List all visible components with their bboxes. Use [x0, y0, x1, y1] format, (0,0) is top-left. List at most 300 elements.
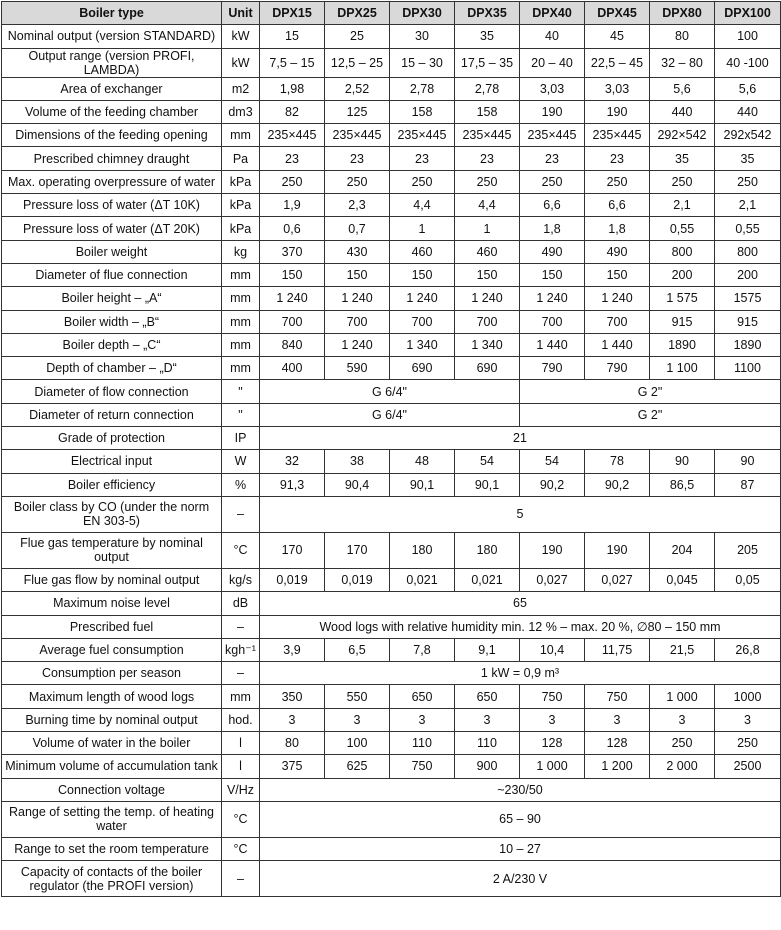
value-cell: 490 — [585, 240, 650, 263]
row-label: Boiler height – „A“ — [2, 287, 222, 310]
value-cell: 2,52 — [325, 77, 390, 100]
value-cell: 6,5 — [325, 638, 390, 661]
value-cell: 40 — [520, 25, 585, 48]
row-unit: kPa — [222, 170, 260, 193]
row-label: Capacity of contacts of the boiler regulator (the PROFI version) — [2, 861, 222, 897]
value-cell: 1 kW = 0,9 m³ — [260, 662, 781, 685]
table-row — [2, 194, 781, 217]
value-cell: 90,2 — [520, 473, 585, 496]
header-model: DPX15 — [260, 2, 325, 25]
value-cell: 110 — [390, 732, 455, 755]
value-cell: 650 — [455, 685, 520, 708]
table-row — [2, 263, 781, 286]
value-cell: 235×445 — [260, 124, 325, 147]
table-row — [2, 48, 781, 77]
row-unit: – — [222, 615, 260, 638]
value-cell: 1,98 — [260, 77, 325, 100]
table-row — [2, 708, 781, 731]
value-cell: 2,78 — [390, 77, 455, 100]
value-cell: 250 — [520, 170, 585, 193]
value-cell: 30 — [390, 25, 455, 48]
value-cell: 25 — [325, 25, 390, 48]
row-unit: V/Hz — [222, 778, 260, 801]
value-cell: 1575 — [715, 287, 781, 310]
value-cell: 650 — [390, 685, 455, 708]
value-cell: 1 240 — [585, 287, 650, 310]
value-cell: 1 000 — [520, 755, 585, 778]
value-cell: 3,03 — [585, 77, 650, 100]
value-cell: 15 — [260, 25, 325, 48]
value-cell: 23 — [520, 147, 585, 170]
value-cell: 23 — [455, 147, 520, 170]
table-row — [2, 240, 781, 263]
value-cell: 10 – 27 — [260, 837, 781, 860]
value-cell: 0,019 — [260, 568, 325, 591]
row-unit: °C — [222, 801, 260, 837]
value-cell: 205 — [715, 532, 781, 568]
value-cell: 80 — [260, 732, 325, 755]
value-cell: 700 — [520, 310, 585, 333]
value-cell: 440 — [650, 100, 715, 123]
row-unit: mm — [222, 685, 260, 708]
value-cell: 190 — [520, 100, 585, 123]
value-cell: 1890 — [715, 333, 781, 356]
value-cell: 3 — [260, 708, 325, 731]
row-label: Maximum noise level — [2, 592, 222, 615]
row-label: Range to set the room temperature — [2, 837, 222, 860]
value-cell: 5,6 — [715, 77, 781, 100]
value-cell: 235×445 — [585, 124, 650, 147]
row-unit: kW — [222, 25, 260, 48]
value-cell: 204 — [650, 532, 715, 568]
value-cell: 915 — [650, 310, 715, 333]
row-label: Diameter of return connection — [2, 403, 222, 426]
value-cell: 170 — [260, 532, 325, 568]
value-cell: 0,021 — [390, 568, 455, 591]
value-cell: 7,5 – 15 — [260, 48, 325, 77]
row-label: Average fuel consumption — [2, 638, 222, 661]
value-cell: 1 340 — [455, 333, 520, 356]
row-label: Prescribed fuel — [2, 615, 222, 638]
header-model: DPX100 — [715, 2, 781, 25]
value-cell: 790 — [585, 357, 650, 380]
value-cell: 700 — [325, 310, 390, 333]
value-cell: 750 — [520, 685, 585, 708]
value-cell: 1 — [455, 217, 520, 240]
value-cell: 700 — [390, 310, 455, 333]
row-label: Nominal output (version STANDARD) — [2, 25, 222, 48]
row-unit: " — [222, 380, 260, 403]
value-cell: 1 240 — [390, 287, 455, 310]
value-cell: 1 340 — [390, 333, 455, 356]
value-cell: 38 — [325, 450, 390, 473]
row-unit: dm3 — [222, 100, 260, 123]
value-cell: 292x542 — [715, 124, 781, 147]
row-unit: kgh⁻¹ — [222, 638, 260, 661]
row-label: Range of setting the temp. of heating water — [2, 801, 222, 837]
value-cell: 440 — [715, 100, 781, 123]
value-cell: 3 — [585, 708, 650, 731]
row-unit: dB — [222, 592, 260, 615]
value-cell: G 2" — [520, 380, 781, 403]
value-cell: 150 — [455, 263, 520, 286]
row-unit: mm — [222, 310, 260, 333]
value-cell: 700 — [585, 310, 650, 333]
table-row — [2, 778, 781, 801]
value-cell: 0,55 — [715, 217, 781, 240]
value-cell: 2,78 — [455, 77, 520, 100]
table-row — [2, 861, 781, 897]
table-row — [2, 592, 781, 615]
row-unit: mm — [222, 357, 260, 380]
table-row — [2, 496, 781, 532]
value-cell: 2,1 — [715, 194, 781, 217]
value-cell: 490 — [520, 240, 585, 263]
value-cell: 200 — [715, 263, 781, 286]
table-row — [2, 25, 781, 48]
header-model: DPX45 — [585, 2, 650, 25]
value-cell: 35 — [650, 147, 715, 170]
value-cell: 790 — [520, 357, 585, 380]
header-unit: Unit — [222, 2, 260, 25]
value-cell: 150 — [520, 263, 585, 286]
value-cell: 5,6 — [650, 77, 715, 100]
value-cell: 190 — [585, 100, 650, 123]
row-label: Prescribed chimney draught — [2, 147, 222, 170]
value-cell: G 2" — [520, 403, 781, 426]
table-row — [2, 147, 781, 170]
value-cell: 35 — [715, 147, 781, 170]
value-cell: 235×445 — [455, 124, 520, 147]
value-cell: 5 — [260, 496, 781, 532]
header-model: DPX80 — [650, 2, 715, 25]
row-unit: l — [222, 732, 260, 755]
value-cell: 625 — [325, 755, 390, 778]
table-row — [2, 755, 781, 778]
value-cell: 1 240 — [325, 287, 390, 310]
row-unit: kPa — [222, 194, 260, 217]
table-row — [2, 333, 781, 356]
value-cell: 840 — [260, 333, 325, 356]
value-cell: 87 — [715, 473, 781, 496]
value-cell: 22,5 – 45 — [585, 48, 650, 77]
value-cell: 1 440 — [585, 333, 650, 356]
value-cell: 0,05 — [715, 568, 781, 591]
value-cell: G 6/4" — [260, 403, 520, 426]
header-model: DPX40 — [520, 2, 585, 25]
value-cell: 690 — [390, 357, 455, 380]
value-cell: 900 — [455, 755, 520, 778]
row-label: Maximum length of wood logs — [2, 685, 222, 708]
value-cell: 20 – 40 — [520, 48, 585, 77]
value-cell: 1 200 — [585, 755, 650, 778]
value-cell: 2,3 — [325, 194, 390, 217]
row-unit: °C — [222, 837, 260, 860]
value-cell: 460 — [455, 240, 520, 263]
value-cell: 250 — [260, 170, 325, 193]
value-cell: 80 — [650, 25, 715, 48]
value-cell: 91,3 — [260, 473, 325, 496]
value-cell: 32 — [260, 450, 325, 473]
value-cell: 15 – 30 — [390, 48, 455, 77]
value-cell: 90,4 — [325, 473, 390, 496]
value-cell: 235×445 — [520, 124, 585, 147]
value-cell: 3 — [650, 708, 715, 731]
row-unit: % — [222, 473, 260, 496]
value-cell: 700 — [455, 310, 520, 333]
value-cell: 250 — [715, 732, 781, 755]
table-row — [2, 568, 781, 591]
row-unit: l — [222, 755, 260, 778]
value-cell: 3 — [325, 708, 390, 731]
table-row — [2, 287, 781, 310]
value-cell: 350 — [260, 685, 325, 708]
value-cell: 1 240 — [325, 333, 390, 356]
value-cell: 0,027 — [585, 568, 650, 591]
row-unit: mm — [222, 333, 260, 356]
row-unit: m2 — [222, 77, 260, 100]
row-unit: kg/s — [222, 568, 260, 591]
value-cell: 26,8 — [715, 638, 781, 661]
table-row — [2, 801, 781, 837]
row-label: Area of exchanger — [2, 77, 222, 100]
table-row — [2, 685, 781, 708]
value-cell: 0,045 — [650, 568, 715, 591]
row-label: Output range (version PROFI, LAMBDA) — [2, 48, 222, 77]
row-label: Diameter of flue connection — [2, 263, 222, 286]
value-cell: 1 — [390, 217, 455, 240]
value-cell: 250 — [650, 170, 715, 193]
value-cell: 1890 — [650, 333, 715, 356]
value-cell: 90,1 — [390, 473, 455, 496]
value-cell: 180 — [390, 532, 455, 568]
value-cell: 250 — [650, 732, 715, 755]
value-cell: 21,5 — [650, 638, 715, 661]
row-label: Minimum volume of accumulation tank — [2, 755, 222, 778]
row-unit: mm — [222, 124, 260, 147]
row-unit: °C — [222, 532, 260, 568]
table-row — [2, 450, 781, 473]
value-cell: 45 — [585, 25, 650, 48]
value-cell: 292×542 — [650, 124, 715, 147]
row-unit: kW — [222, 48, 260, 77]
row-unit: W — [222, 450, 260, 473]
value-cell: 23 — [585, 147, 650, 170]
row-label: Boiler depth – „C“ — [2, 333, 222, 356]
value-cell: 11,75 — [585, 638, 650, 661]
value-cell: 800 — [715, 240, 781, 263]
value-cell: 250 — [585, 170, 650, 193]
value-cell: 86,5 — [650, 473, 715, 496]
value-cell: 158 — [455, 100, 520, 123]
row-label: Max. operating overpressure of water — [2, 170, 222, 193]
value-cell: 1 575 — [650, 287, 715, 310]
value-cell: 21 — [260, 427, 781, 450]
value-cell: 430 — [325, 240, 390, 263]
value-cell: 1 240 — [260, 287, 325, 310]
row-label: Flue gas flow by nominal output — [2, 568, 222, 591]
table-row — [2, 615, 781, 638]
value-cell: 23 — [260, 147, 325, 170]
value-cell: 180 — [455, 532, 520, 568]
row-label: Electrical input — [2, 450, 222, 473]
value-cell: 150 — [325, 263, 390, 286]
value-cell: 170 — [325, 532, 390, 568]
value-cell: 6,6 — [585, 194, 650, 217]
row-unit: mm — [222, 287, 260, 310]
value-cell: 2500 — [715, 755, 781, 778]
table-row — [2, 403, 781, 426]
value-cell: 65 — [260, 592, 781, 615]
table-header-row — [2, 2, 781, 25]
value-cell: 17,5 – 35 — [455, 48, 520, 77]
value-cell: 48 — [390, 450, 455, 473]
row-label: Connection voltage — [2, 778, 222, 801]
row-label: Boiler efficiency — [2, 473, 222, 496]
value-cell: 12,5 – 25 — [325, 48, 390, 77]
value-cell: 3 — [390, 708, 455, 731]
value-cell: 7,8 — [390, 638, 455, 661]
header-boiler-type: Boiler type — [2, 2, 222, 25]
value-cell: 235×445 — [390, 124, 455, 147]
row-label: Dimensions of the feeding opening — [2, 124, 222, 147]
value-cell: 158 — [390, 100, 455, 123]
value-cell: 750 — [390, 755, 455, 778]
table-row — [2, 837, 781, 860]
value-cell: 65 – 90 — [260, 801, 781, 837]
value-cell: 90,1 — [455, 473, 520, 496]
value-cell: 82 — [260, 100, 325, 123]
row-unit: " — [222, 403, 260, 426]
value-cell: 1,9 — [260, 194, 325, 217]
value-cell: 370 — [260, 240, 325, 263]
value-cell: 90 — [715, 450, 781, 473]
value-cell: 3 — [520, 708, 585, 731]
table-row — [2, 380, 781, 403]
value-cell: 0,019 — [325, 568, 390, 591]
value-cell: 1000 — [715, 685, 781, 708]
value-cell: 150 — [260, 263, 325, 286]
value-cell: 6,6 — [520, 194, 585, 217]
row-label: Pressure loss of water (ΔT 20K) — [2, 217, 222, 240]
value-cell: 700 — [260, 310, 325, 333]
value-cell: 1 240 — [520, 287, 585, 310]
value-cell: 375 — [260, 755, 325, 778]
value-cell: 250 — [715, 170, 781, 193]
table-row — [2, 357, 781, 380]
value-cell: 2 000 — [650, 755, 715, 778]
row-unit: IP — [222, 427, 260, 450]
value-cell: 400 — [260, 357, 325, 380]
value-cell: 3 — [455, 708, 520, 731]
header-model: DPX30 — [390, 2, 455, 25]
value-cell: ~230/50 — [260, 778, 781, 801]
row-label: Burning time by nominal output — [2, 708, 222, 731]
value-cell: 550 — [325, 685, 390, 708]
value-cell: 235×445 — [325, 124, 390, 147]
value-cell: 0,7 — [325, 217, 390, 240]
value-cell: 9,1 — [455, 638, 520, 661]
value-cell: 78 — [585, 450, 650, 473]
row-unit: – — [222, 861, 260, 897]
table-row — [2, 217, 781, 240]
value-cell: 915 — [715, 310, 781, 333]
row-unit: kPa — [222, 217, 260, 240]
value-cell: 90 — [650, 450, 715, 473]
row-unit: kg — [222, 240, 260, 263]
value-cell: 23 — [325, 147, 390, 170]
value-cell: 250 — [455, 170, 520, 193]
row-unit: Pa — [222, 147, 260, 170]
value-cell: 1 440 — [520, 333, 585, 356]
value-cell: 1 100 — [650, 357, 715, 380]
table-row — [2, 532, 781, 568]
value-cell: 128 — [585, 732, 650, 755]
row-label: Volume of the feeding chamber — [2, 100, 222, 123]
value-cell: 3 — [715, 708, 781, 731]
value-cell: 2 A/230 V — [260, 861, 781, 897]
row-label: Volume of water in the boiler — [2, 732, 222, 755]
value-cell: 190 — [520, 532, 585, 568]
row-unit: hod. — [222, 708, 260, 731]
value-cell: 0,027 — [520, 568, 585, 591]
value-cell: 150 — [585, 263, 650, 286]
value-cell: 3,03 — [520, 77, 585, 100]
value-cell: 800 — [650, 240, 715, 263]
value-cell: 190 — [585, 532, 650, 568]
value-cell: 110 — [455, 732, 520, 755]
value-cell: 128 — [520, 732, 585, 755]
value-cell: 10,4 — [520, 638, 585, 661]
row-label: Diameter of flow connection — [2, 380, 222, 403]
value-cell: 690 — [455, 357, 520, 380]
row-label: Boiler weight — [2, 240, 222, 263]
header-model: DPX35 — [455, 2, 520, 25]
value-cell: 1100 — [715, 357, 781, 380]
value-cell: 0,021 — [455, 568, 520, 591]
value-cell: 0,55 — [650, 217, 715, 240]
value-cell: 35 — [455, 25, 520, 48]
row-label: Depth of chamber – „D“ — [2, 357, 222, 380]
value-cell: 1 240 — [455, 287, 520, 310]
table-row — [2, 732, 781, 755]
boiler-spec-table — [1, 1, 781, 897]
table-row — [2, 170, 781, 193]
value-cell: 100 — [325, 732, 390, 755]
table-row — [2, 124, 781, 147]
value-cell: Wood logs with relative humidity min. 12 % – max. 20 %, ∅80 – 150 mm — [260, 615, 781, 638]
value-cell: 125 — [325, 100, 390, 123]
table-row — [2, 427, 781, 450]
value-cell: 54 — [520, 450, 585, 473]
table-row — [2, 100, 781, 123]
value-cell: 750 — [585, 685, 650, 708]
value-cell: G 6/4" — [260, 380, 520, 403]
row-label: Boiler width – „B“ — [2, 310, 222, 333]
value-cell: 1 000 — [650, 685, 715, 708]
row-label: Boiler class by CO (under the norm EN 303-5) — [2, 496, 222, 532]
table-row — [2, 310, 781, 333]
row-unit: – — [222, 496, 260, 532]
value-cell: 200 — [650, 263, 715, 286]
header-model: DPX25 — [325, 2, 390, 25]
table-row — [2, 662, 781, 685]
value-cell: 2,1 — [650, 194, 715, 217]
value-cell: 4,4 — [455, 194, 520, 217]
value-cell: 0,6 — [260, 217, 325, 240]
value-cell: 3,9 — [260, 638, 325, 661]
row-label: Consumption per season — [2, 662, 222, 685]
